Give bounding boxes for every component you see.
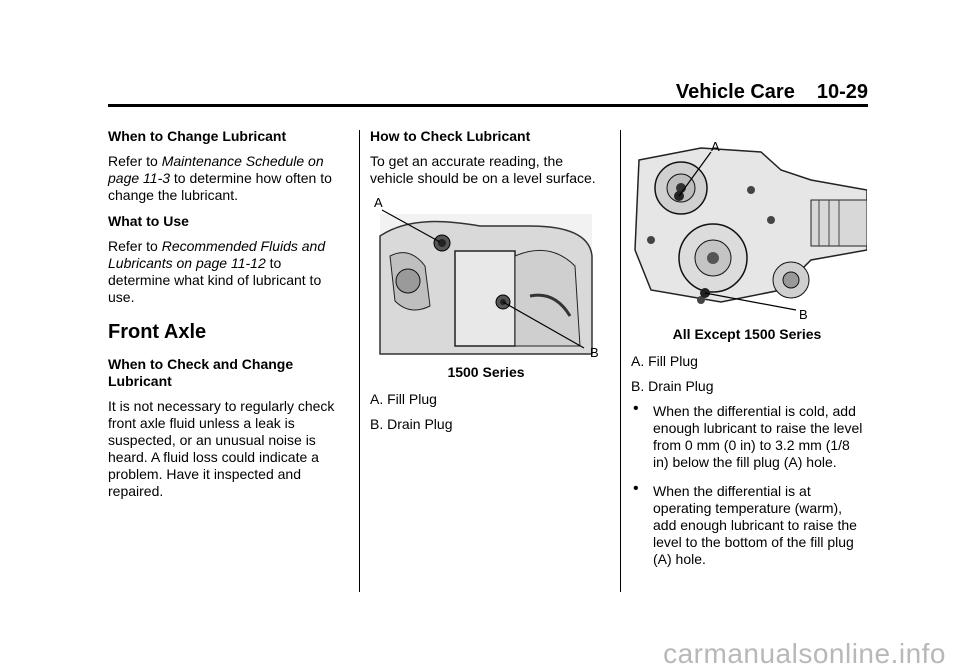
column-middle [370, 128, 602, 441]
figure-caption: All Except 1500 Series [672, 326, 822, 342]
bullet-cold [631, 400, 863, 471]
paragraph-refer-fluids [108, 238, 340, 306]
cross-reference-link[interactable]: Recommended Fluids and Lubricants on page 11-12 [108, 238, 326, 271]
page-header [676, 81, 868, 104]
header-rule [108, 104, 868, 107]
axle-1500-illustration [370, 196, 602, 356]
figure-all-except-1500 [631, 130, 863, 322]
cross-reference-link[interactable]: Maintenance Schedule on page 11-3 [108, 153, 324, 186]
text: Refer to [108, 238, 162, 254]
column-divider [359, 130, 360, 592]
legend-item-a: A. Fill Plug [370, 391, 437, 407]
subheading-how-to-check: How to Check Lubricant [370, 128, 531, 144]
bullet-icon: • [633, 400, 639, 417]
subheading-when-to-change: When to Change Lubricant [108, 128, 287, 144]
callout-label-b: B [799, 307, 808, 322]
paragraph-not-necessary: It is not necessary to regularly check front axle fluid unless a leak is suspected, or an unusual noise is heard. A fluid loss could indicate a problem. Have it inspected and repaired. [108, 398, 335, 499]
legend-item-a: A. Fill Plug [631, 353, 698, 369]
text: to determine how often to change the lubricant. [108, 170, 332, 203]
legend-item-b: B. Drain Plug [631, 378, 714, 394]
axle-all-except-1500-illustration [631, 130, 867, 322]
text: to determine what kind of lubricant to use. [108, 255, 322, 305]
subheading-what-to-use: What to Use [108, 213, 189, 229]
callout-label-a: A [374, 195, 383, 210]
bullet-warm [631, 480, 863, 568]
page-number: 10-29 [816, 81, 868, 103]
figure-caption: 1500 Series [447, 364, 525, 380]
paragraph-refer-maintenance [108, 153, 340, 204]
section-heading-front-axle: Front Axle [108, 321, 207, 343]
callout-label-b: B [590, 345, 599, 360]
column-right [631, 130, 863, 580]
bullet-icon: • [633, 480, 639, 497]
callout-label-a: A [711, 139, 720, 154]
column-left [108, 128, 340, 509]
text: Refer to [108, 153, 162, 169]
bullet-text: When the differential is cold, add enough lubricant to raise the level from 0 mm (0 in) to 3.2 mm (1/8 in) below the fill plug (A) hole. [653, 403, 863, 470]
paragraph-accurate-reading: To get an accurate reading, the vehicle should be on a level surface. [370, 153, 596, 186]
watermark: carmanualsonline.info [663, 638, 946, 669]
figure-1500-series [370, 195, 602, 360]
subheading-when-to-check: When to Check and Change Lubricant [108, 356, 294, 389]
bullet-text: When the differential is at operating temperature (warm), add enough lubricant to raise the level to the bottom of the fill plug (A) hole. [653, 483, 857, 567]
column-divider [620, 130, 621, 592]
legend-item-b: B. Drain Plug [370, 416, 453, 432]
section-title: Vehicle Care [675, 81, 795, 103]
